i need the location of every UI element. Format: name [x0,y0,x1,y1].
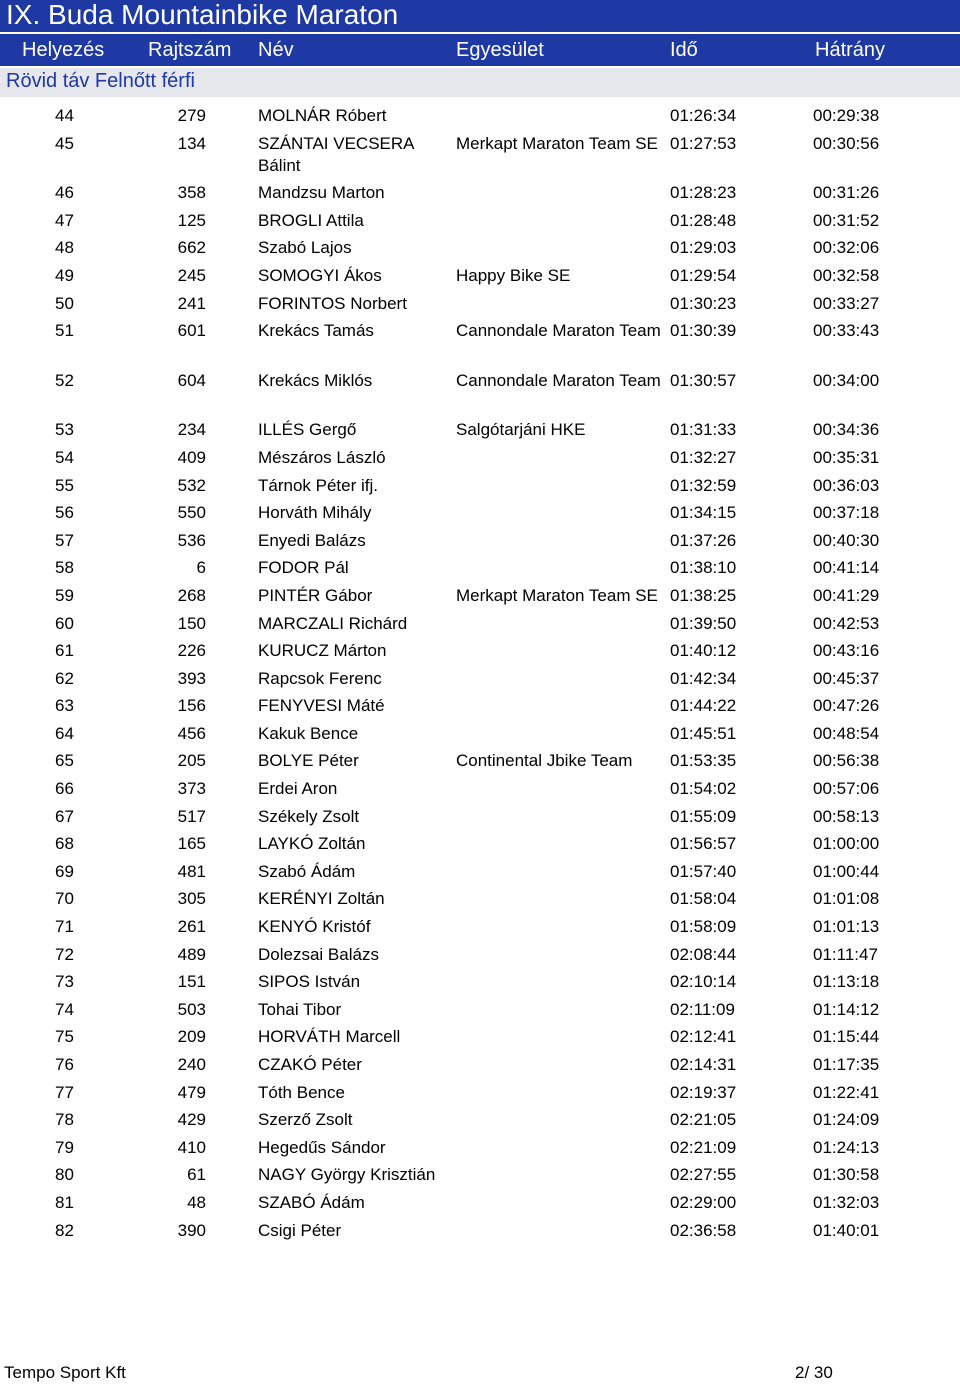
cell-name: Tohai Tibor [258,999,342,1019]
cell-bib: 305 [177,889,206,909]
cell-position: 76 [55,1055,74,1074]
cell-name: Erdei Aron [258,779,338,799]
cell-time: 01:30:23 [670,293,737,313]
cell-club: Happy Bike SE [456,265,571,285]
cell-bib: 456 [177,723,206,743]
cell-time: 01:27:53 [670,133,737,153]
cell-gap: 01:24:09 [813,1110,880,1130]
cell-gap: 01:00:44 [813,861,880,881]
cell-bib: 156 [177,696,206,716]
cell-gap: 00:35:31 [813,447,880,467]
cell-name: Hegedűs Sándor [258,1137,386,1157]
cell-gap: 00:31:26 [813,183,880,203]
table-row [0,1161,960,1189]
table-row [0,416,960,444]
cell-time: 02:36:58 [670,1220,737,1240]
cell-gap: 01:11:47 [813,944,878,964]
cell-position: 55 [55,475,74,495]
cell-bib: 604 [177,370,206,390]
cell-bib: 261 [177,917,206,937]
cell-position: 74 [55,999,74,1019]
cell-bib: 234 [177,420,206,440]
cell-bib: 373 [177,779,206,799]
cell-position: 58 [55,558,74,578]
cell-name: Kakuk Bence [258,723,359,743]
table-row [0,130,960,180]
cell-position: 59 [55,585,74,605]
cell-position: 45 [55,133,74,153]
cell-name: Mandzsu Marton [258,183,385,203]
cell-time: 02:27:55 [670,1165,737,1185]
cell-time: 01:30:39 [670,321,737,341]
page-title: IX. Buda Mountainbike Maraton [6,0,399,30]
cell-time: 01:28:23 [670,183,737,203]
cell-gap: 00:34:00 [813,370,880,390]
cell-name: FORINTOS Norbert [258,293,407,313]
cell-position: 53 [55,420,74,440]
cell-name: BROGLI Attila [258,210,364,230]
table-row [0,102,960,130]
cell-position: 82 [55,1220,74,1240]
cell-position: 69 [55,861,74,881]
cell-name: Dolezsai Balázs [258,944,379,964]
cell-bib: 517 [177,806,206,826]
cell-name: Tárnok Péter ifj. [258,475,378,495]
category-bar [0,68,960,97]
cell-bib: 150 [177,613,206,633]
cell-club: Cannondale Maraton Team [456,321,661,341]
cell-name: Szabó Ádám [258,861,356,881]
table-row [0,317,960,367]
cell-bib: 205 [177,751,206,771]
cell-time: 01:44:22 [670,696,737,716]
table-row [0,665,960,693]
cell-position: 72 [55,944,74,964]
table-row [0,720,960,748]
cell-position: 48 [55,238,74,258]
column-header-bib: Rajtszám [148,39,232,61]
column-header-bar [0,34,960,66]
cell-gap: 01:24:13 [813,1137,880,1157]
cell-club: Cannondale Maraton Team [456,370,661,390]
table-row [0,858,960,886]
cell-time: 01:30:57 [670,370,737,390]
cell-gap: 00:32:06 [813,238,880,258]
cell-position: 50 [55,293,74,313]
cell-gap: 00:37:18 [813,503,880,523]
table-row [0,367,960,417]
cell-name: LAYKÓ Zoltán [258,834,366,854]
cell-time: 01:38:25 [670,585,737,605]
cell-bib: 358 [177,183,206,203]
cell-name: KURUCZ Márton [258,641,387,661]
cell-gap: 01:17:35 [813,1055,880,1074]
cell-name: Krekács Tamás [258,321,374,341]
cell-position: 65 [55,751,74,771]
cell-name: SZABÓ Ádám [258,1192,365,1212]
cell-name: MOLNÁR Róbert [258,106,387,125]
cell-position: 62 [55,668,74,688]
table-row [0,1189,960,1217]
cell-bib: 601 [177,321,206,341]
cell-bib: 134 [177,133,206,153]
cell-gap: 01:40:01 [813,1220,880,1240]
cell-gap: 01:30:58 [813,1165,880,1185]
cell-name: HORVÁTH Marcell [258,1027,401,1047]
cell-gap: 00:32:58 [813,265,880,285]
cell-time: 02:10:14 [670,972,737,992]
cell-time: 01:45:51 [670,723,737,743]
cell-name: KERÉNYI Zoltán [258,889,385,909]
table-row [0,637,960,665]
cell-gap: 00:33:43 [813,321,880,341]
cell-gap: 01:14:12 [813,999,880,1019]
cell-time: 01:32:27 [670,447,737,467]
cell-position: 79 [55,1137,74,1157]
cell-name: KENYÓ Kristóf [258,917,371,937]
cell-position: 44 [55,106,74,125]
table-row [0,1217,960,1245]
cell-name: Krekács Miklós [258,370,373,390]
cell-position: 61 [55,641,74,661]
cell-name: NAGY György Krisztián [258,1165,436,1185]
category-label: Rövid táv Felnőtt férfi [6,70,195,92]
cell-bib: 61 [187,1165,206,1185]
cell-bib: 226 [177,641,206,661]
cell-name: PINTÉR Gábor [258,585,373,605]
table-row [0,1106,960,1134]
cell-time: 01:38:10 [670,558,737,578]
cell-gap: 01:01:13 [813,917,880,937]
cell-name: FENYVESI Máté [258,696,385,716]
cell-position: 57 [55,530,74,550]
cell-gap: 00:47:26 [813,696,880,716]
cell-name: BOLYE Péter [258,751,359,771]
cell-gap: 00:33:27 [813,293,880,313]
cell-bib: 390 [177,1220,206,1240]
cell-club: Merkapt Maraton Team SE [456,133,658,153]
column-header-position: Helyezés [22,39,105,61]
cell-name: Székely Zsolt [258,806,360,826]
cell-position: 68 [55,834,74,854]
footer-company: Tempo Sport Kft [4,1363,126,1382]
cell-bib: 481 [177,861,206,881]
cell-time: 02:12:41 [670,1027,737,1047]
cell-position: 81 [55,1192,74,1212]
cell-gap: 00:41:29 [813,585,880,605]
cell-gap: 00:41:14 [813,558,880,578]
cell-club: Merkapt Maraton Team SE [456,585,658,605]
cell-gap: 00:36:03 [813,475,880,495]
cell-position: 75 [55,1027,74,1047]
cell-position: 51 [55,321,74,341]
table-row [0,234,960,262]
cell-position: 46 [55,183,74,203]
table-row [0,803,960,831]
cell-bib: 429 [177,1110,206,1130]
cell-name: SIPOS István [258,972,361,992]
cell-bib: 48 [187,1192,206,1212]
cell-time: 01:37:26 [670,530,737,550]
table-row [0,775,960,803]
title-bar [0,0,960,32]
cell-gap: 01:32:03 [813,1192,880,1212]
table-row [0,1079,960,1107]
cell-time: 02:21:09 [670,1137,737,1157]
cell-name: Horváth Mihály [258,503,372,523]
cell-position: 78 [55,1110,74,1130]
cell-bib: 241 [177,293,206,313]
cell-name: Csigi Péter [258,1220,342,1240]
cell-position: 52 [55,370,74,390]
table-row [0,554,960,582]
cell-bib: 125 [177,210,206,230]
cell-time: 01:29:03 [670,238,737,258]
cell-time: 01:57:40 [670,861,737,881]
cell-time: 01:34:15 [670,503,737,523]
cell-position: 71 [55,917,74,937]
table-row [0,582,960,610]
cell-time: 02:14:31 [670,1055,737,1074]
cell-bib: 240 [177,1055,206,1074]
cell-gap: 00:45:37 [813,668,880,688]
cell-bib: 245 [177,265,206,285]
footer-page-number: 2/ 30 [795,1363,833,1382]
table-row [0,747,960,775]
table-row [0,941,960,969]
cell-bib: 393 [177,668,206,688]
cell-gap: 00:34:36 [813,420,880,440]
cell-time: 01:54:02 [670,779,737,799]
cell-time: 01:58:09 [670,917,737,937]
cell-bib: 550 [177,503,206,523]
cell-name: SZÁNTAI VECSERA Bálint [258,133,414,175]
cell-position: 49 [55,265,74,285]
cell-name: Szabó Lajos [258,238,352,258]
table-row [0,968,960,996]
table-row [0,913,960,941]
cell-position: 70 [55,889,74,909]
table-row [0,1051,960,1079]
cell-gap: 00:40:30 [813,530,880,550]
cell-gap: 00:56:38 [813,751,880,771]
cell-position: 47 [55,210,74,230]
cell-name: SOMOGYI Ákos [258,265,382,285]
cell-club: Continental Jbike Team [456,751,633,771]
cell-bib: 489 [177,944,206,964]
cell-gap: 00:43:16 [813,641,880,661]
table-row [0,1134,960,1162]
cell-time: 02:29:00 [670,1192,737,1212]
cell-bib: 209 [177,1027,206,1047]
cell-bib: 536 [177,530,206,550]
cell-bib: 268 [177,585,206,605]
cell-bib: 479 [177,1082,206,1102]
cell-time: 01:53:35 [670,751,737,771]
cell-gap: 01:00:00 [813,834,880,854]
cell-bib: 409 [177,447,206,467]
cell-name: Rapcsok Ferenc [258,668,382,688]
cell-bib: 503 [177,999,206,1019]
table-row [0,692,960,720]
cell-name: Tóth Bence [258,1082,345,1102]
cell-gap: 01:15:44 [813,1027,880,1047]
cell-name: Mészáros László [258,447,386,467]
cell-time: 01:55:09 [670,806,737,826]
cell-time: 01:26:34 [670,106,737,125]
cell-name: MARCZALI Richárd [258,613,408,633]
cell-gap: 00:42:53 [813,613,880,633]
table-row [0,472,960,500]
column-header-time: Idő [670,39,698,61]
cell-position: 60 [55,613,74,633]
cell-bib: 6 [196,558,206,578]
cell-time: 02:08:44 [670,944,737,964]
column-header-club: Egyesület [456,39,544,61]
cell-time: 01:42:34 [670,668,737,688]
cell-position: 64 [55,723,74,743]
cell-name: CZAKÓ Péter [258,1055,362,1074]
cell-time: 02:11:09 [670,999,735,1019]
table-row [0,444,960,472]
cell-gap: 01:01:08 [813,889,880,909]
table-row [0,290,960,318]
cell-position: 73 [55,972,74,992]
cell-time: 01:32:59 [670,475,737,495]
table-row [0,207,960,235]
cell-gap: 00:29:38 [813,106,880,125]
cell-position: 67 [55,806,74,826]
column-header-name: Név [258,39,294,61]
cell-time: 01:31:33 [670,420,737,440]
cell-time: 02:21:05 [670,1110,737,1130]
cell-time: 01:29:54 [670,265,737,285]
cell-bib: 410 [177,1137,206,1157]
table-row [0,527,960,555]
cell-club: Salgótarjáni HKE [456,420,586,440]
cell-time: 01:58:04 [670,889,737,909]
table-row [0,996,960,1024]
cell-bib: 662 [177,238,206,258]
cell-bib: 279 [177,106,206,125]
cell-bib: 151 [177,972,206,992]
cell-name: FODOR Pál [258,558,349,578]
cell-position: 66 [55,779,74,799]
cell-position: 80 [55,1165,74,1185]
cell-gap: 01:13:18 [813,972,880,992]
cell-position: 56 [55,503,74,523]
cell-gap: 00:57:06 [813,779,880,799]
table-row [0,499,960,527]
cell-gap: 01:22:41 [813,1082,880,1102]
cell-time: 02:19:37 [670,1082,737,1102]
cell-position: 77 [55,1082,74,1102]
column-header-gap: Hátrány [815,39,886,61]
table-row [0,262,960,290]
cell-time: 01:56:57 [670,834,737,854]
table-row [0,179,960,207]
cell-name: ILLÉS Gergő [258,420,357,440]
cell-name: Szerző Zsolt [258,1110,353,1130]
table-row [0,610,960,638]
cell-gap: 00:58:13 [813,806,880,826]
cell-gap: 00:31:52 [813,210,880,230]
table-row [0,830,960,858]
cell-bib: 532 [177,475,206,495]
cell-time: 01:28:48 [670,210,737,230]
cell-time: 01:39:50 [670,613,737,633]
cell-bib: 165 [177,834,206,854]
cell-position: 63 [55,696,74,716]
results-table [0,102,960,1244]
cell-gap: 00:30:56 [813,133,880,153]
table-row [0,1023,960,1051]
cell-gap: 00:48:54 [813,723,880,743]
table-row [0,885,960,913]
cell-name: Enyedi Balázs [258,530,366,550]
cell-time: 01:40:12 [670,641,737,661]
cell-position: 54 [55,447,74,467]
